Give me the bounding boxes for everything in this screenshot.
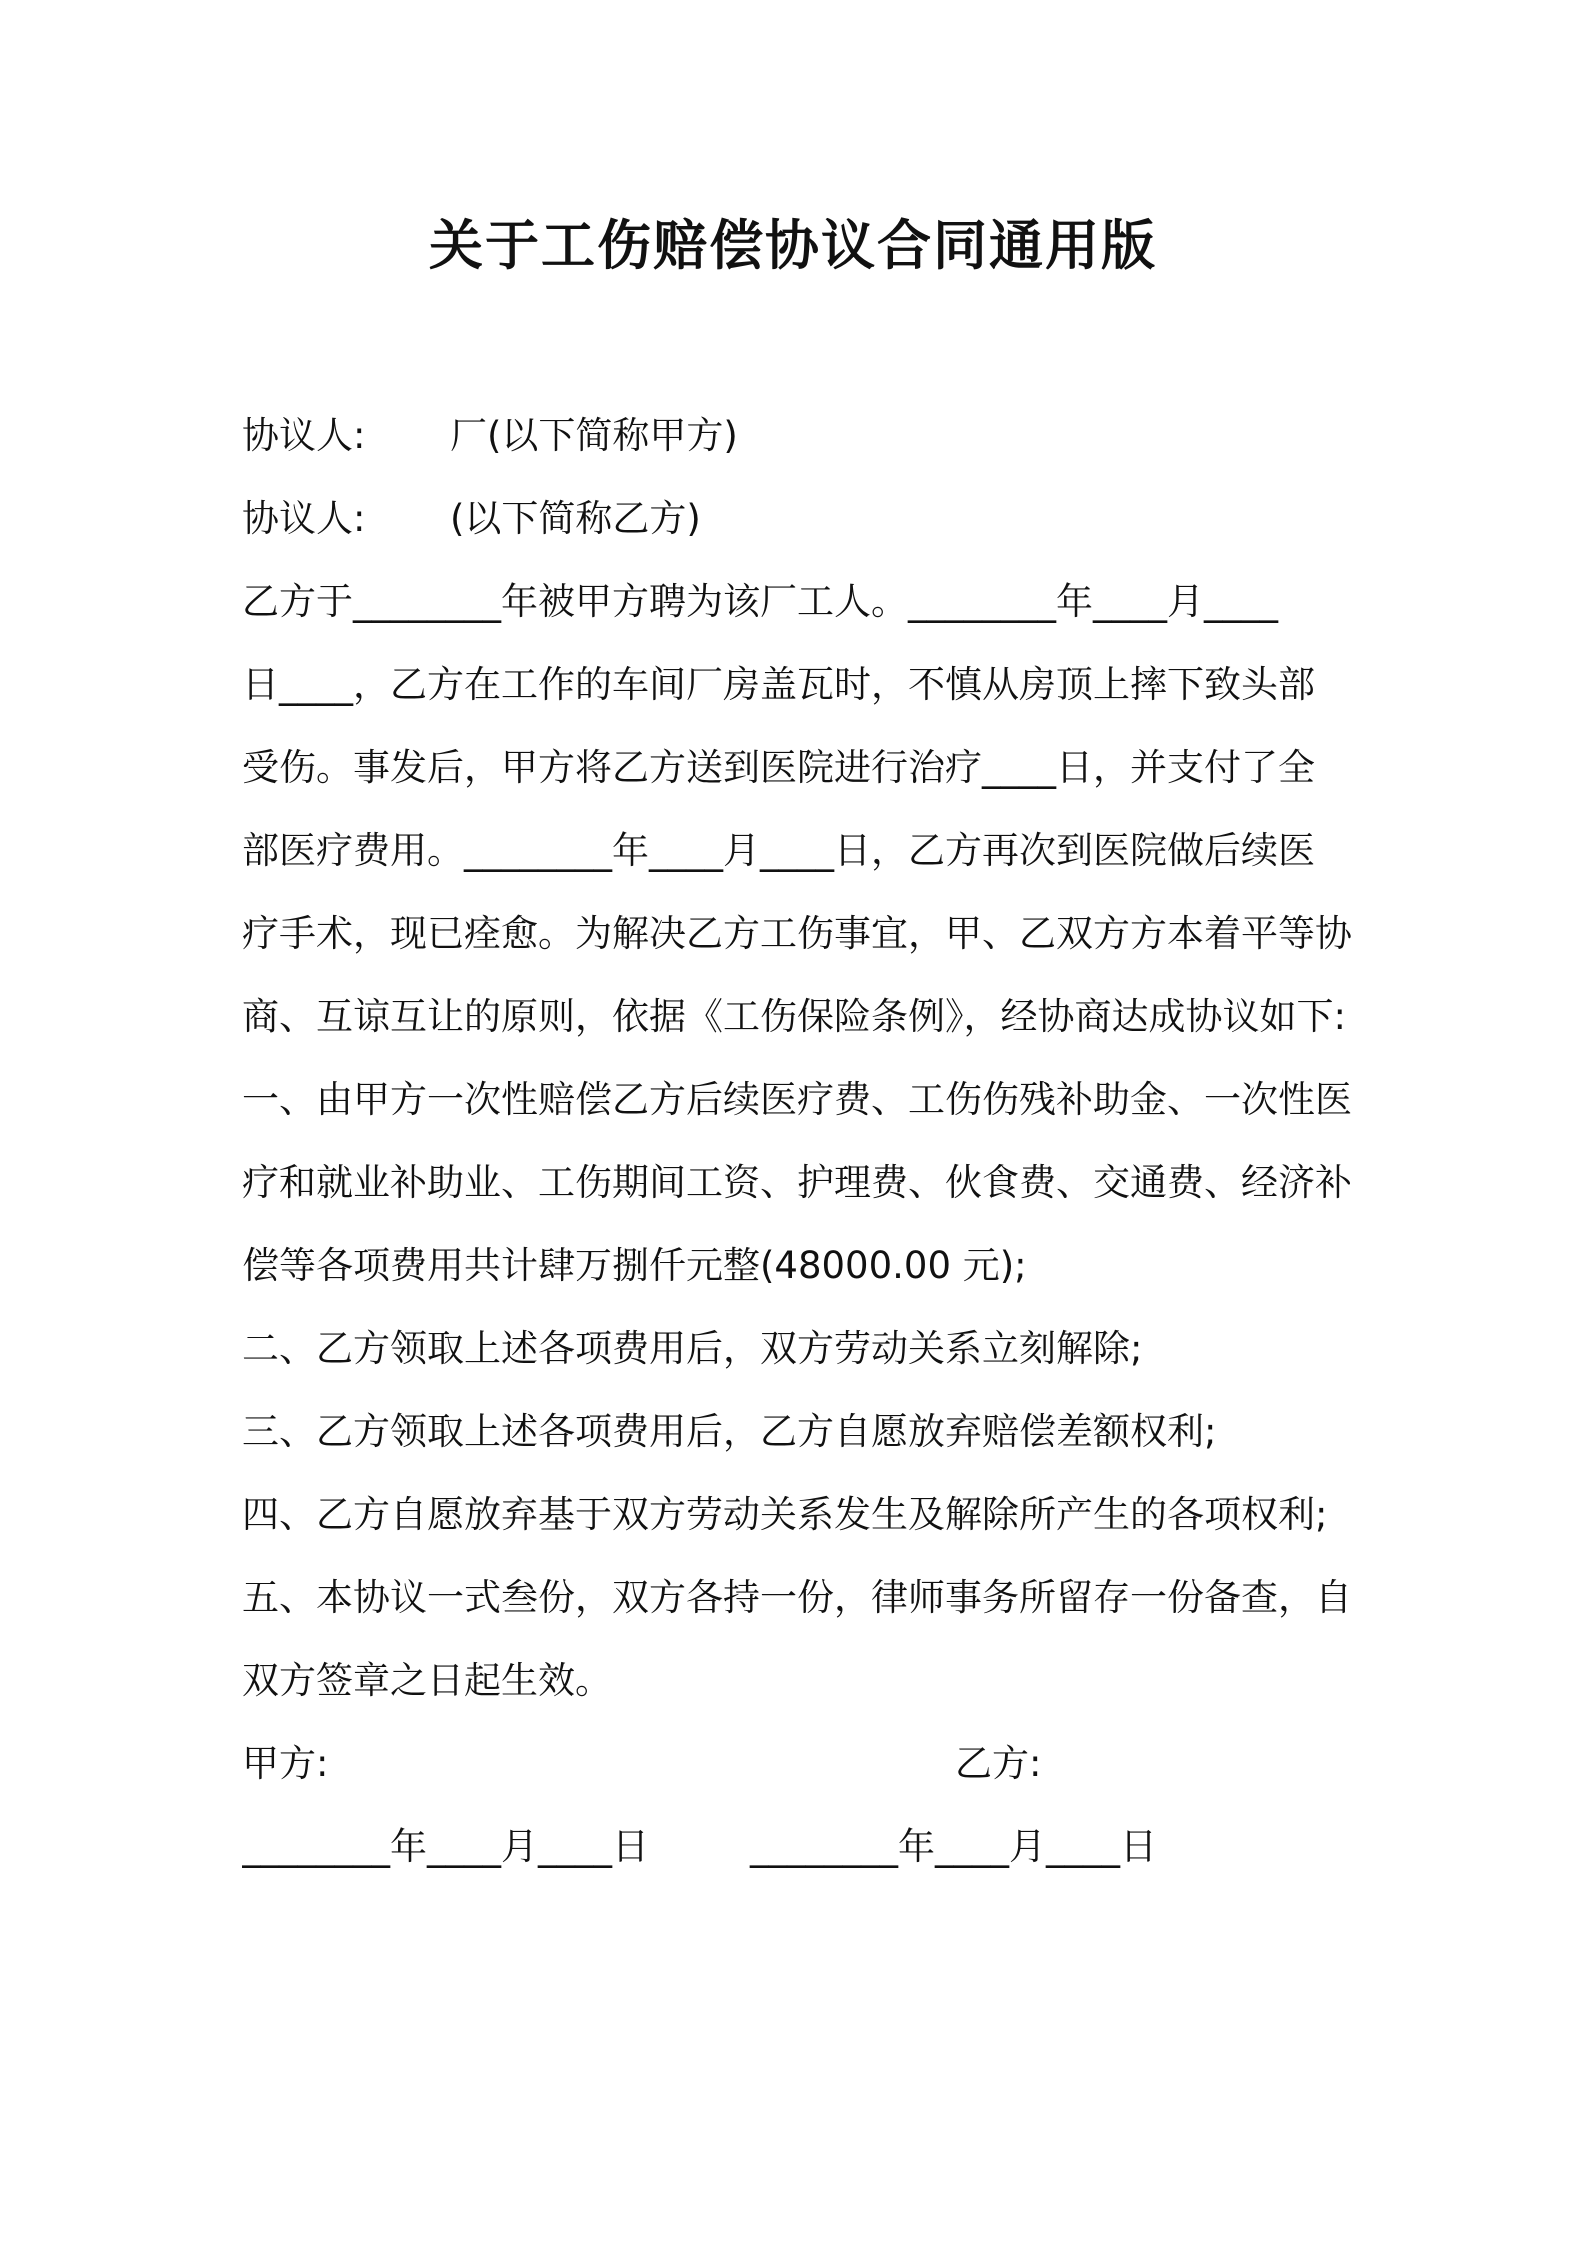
body-line-5: 疗手术，现已痊愈。为解决乙方工伤事宜，甲、乙双方方本着平等协 [242, 912, 1352, 955]
party-a-date: ________年____月____日 [242, 1825, 649, 1868]
clause-1-line-3: 偿等各项费用共计肆万捌仟元整(48000.00 元); [242, 1244, 1027, 1287]
body-line-3: 受伤。事发后，甲方将乙方送到医院进行治疗____日，并支付了全 [242, 746, 1315, 789]
party-b-signature-label: 乙方: [955, 1742, 1042, 1785]
body-line-4: 部医疗费用。________年____月____日，乙方再次到医院做后续医 [242, 829, 1315, 872]
party-b-line [242, 491, 1357, 547]
party-a-line [242, 408, 1357, 464]
body-line-2: 日____，乙方在工作的车间厂房盖瓦时，不慎从房顶上摔下致头部 [242, 663, 1315, 706]
party-a-label: 协议人: [242, 414, 366, 457]
party-b-value: (以下简称乙方) [450, 497, 701, 540]
party-b-label: 协议人: [242, 497, 366, 540]
clause-1-line-1: 一、由甲方一次性赔偿乙方后续医疗费、工伤伤残补助金、一次性医 [242, 1078, 1352, 1121]
body-line-6: 商、互谅互让的原则，依据《工伤保险条例》，经协商达成协议如下: [242, 995, 1346, 1038]
clause-2: 二、乙方领取上述各项费用后，双方劳动关系立刻解除; [242, 1327, 1143, 1370]
clause-1-line-2: 疗和就业补助业、工伤期间工资、护理费、伙食费、交通费、经济补 [242, 1161, 1352, 1204]
signature-line [242, 1736, 1357, 1792]
clause-5-line-2: 双方签章之日起生效。 [242, 1659, 612, 1702]
party-a-signature-label: 甲方: [242, 1742, 329, 1785]
clause-5-line-1: 五、本协议一式叁份，双方各持一份，律师事务所留存一份备查，自 [242, 1576, 1352, 1619]
clause-4: 四、乙方自愿放弃基于双方劳动关系发生及解除所产生的各项权利; [242, 1493, 1328, 1536]
document-title: 关于工伤赔偿协议合同通用版 [429, 214, 1157, 277]
party-a-value: 厂(以下简称甲方) [450, 414, 738, 457]
party-b-date: ________年____月____日 [750, 1825, 1157, 1868]
body-line-1: 乙方于________年被甲方聘为该厂工人。________年____月____ [242, 580, 1278, 623]
date-line [242, 1819, 1357, 1875]
clause-3: 三、乙方领取上述各项费用后，乙方自愿放弃赔偿差额权利; [242, 1410, 1217, 1453]
